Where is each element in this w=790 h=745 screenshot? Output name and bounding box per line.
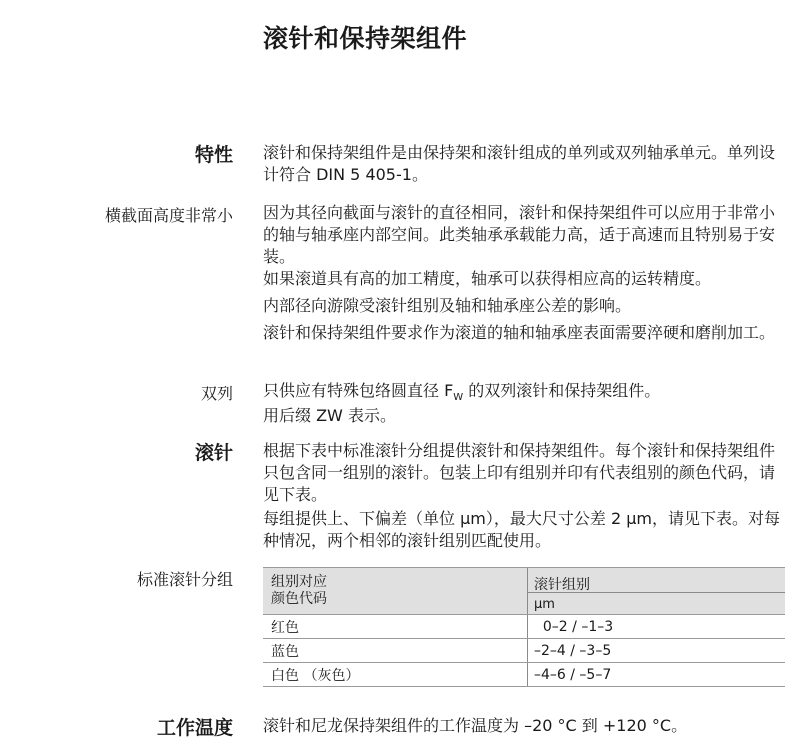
needles-p1: 根据下表中标准滚针分组提供滚针和保持架组件。每个滚针和保持架组件只包含同一组别的滚针。包装上印有组别并印有代表组别的颜色代码，请见下表。: [263, 441, 776, 504]
page-title: 滚针和保持架组件: [263, 24, 468, 53]
header-needle-group-unit: µm: [534, 597, 555, 612]
small-section-p2: 如果滚道具有高的加工精度，轴承可以获得相应高的运转精度。: [263, 269, 712, 288]
row-group: 0–2 / –1–3: [534, 618, 614, 635]
row-color: 蓝色: [263, 639, 528, 662]
double-row-text-after: 的双列滚针和保持架组件。: [463, 381, 661, 400]
fw-subscript: W: [453, 392, 464, 403]
small-section-label: 横截面高度非常小: [104, 206, 233, 225]
small-section-p1: 因为其径向截面与滚针的直径相同，滚针和保持架组件可以应用于非常小的轴与轴承座内部空间。此类轴承承载能力高，适于高速而且特别易于安装。: [263, 203, 776, 266]
row-group: –2–4 / –3–5: [534, 642, 612, 659]
header-needle-group: [528, 568, 785, 614]
header-color-code-line2: 颜色代码: [271, 591, 327, 607]
features-text: 滚针和保持架组件是由保持架和滚针组成的单列或双列轴承单元。单列设计符合 DIN 5 405-1。: [263, 143, 776, 184]
header-needle-group-title: 滚针组别: [528, 568, 785, 593]
table-header: [263, 567, 785, 614]
row-color: 红色: [263, 615, 528, 638]
header-color-code: [263, 568, 528, 614]
header-color-code-line1: 组别对应: [271, 574, 327, 590]
table-row: [263, 614, 785, 638]
row-color: 白色 （灰色）: [263, 663, 528, 686]
standard-groups-label: 标准滚针分组: [136, 570, 233, 589]
needles-p2: 每组提供上、下偏差（单位 µm），最大尺寸公差 2 µm，请见下表。对每种情况，两个相邻的滚针组别匹配使用。: [263, 509, 780, 550]
table-row: [263, 638, 785, 662]
table-row: [263, 662, 785, 687]
row-group: –4–6 / –5–7: [534, 666, 612, 683]
features-label: 特性: [194, 144, 233, 166]
double-row-label: 双列: [200, 384, 233, 403]
temperature-text: 滚针和尼龙保持架组件的工作温度为 –20 °C 到 +120 °C。: [263, 716, 688, 735]
double-row-text: [263, 380, 785, 427]
needles-label: 滚针: [194, 442, 233, 464]
double-row-text-before: 只供应有特殊包络圆直径 F: [263, 381, 454, 400]
temperature-label: 工作温度: [156, 717, 233, 739]
double-row-line2: 用后缀 ZW 表示。: [263, 406, 396, 425]
small-section-p4: 滚针和保持架组件要求作为滚道的轴和轴承座表面需要淬硬和磨削加工。: [263, 323, 776, 342]
small-section-p3: 内部径向游隙受滚针组别及轴和轴承座公差的影响。: [263, 296, 632, 315]
needle-group-table: [263, 567, 785, 687]
